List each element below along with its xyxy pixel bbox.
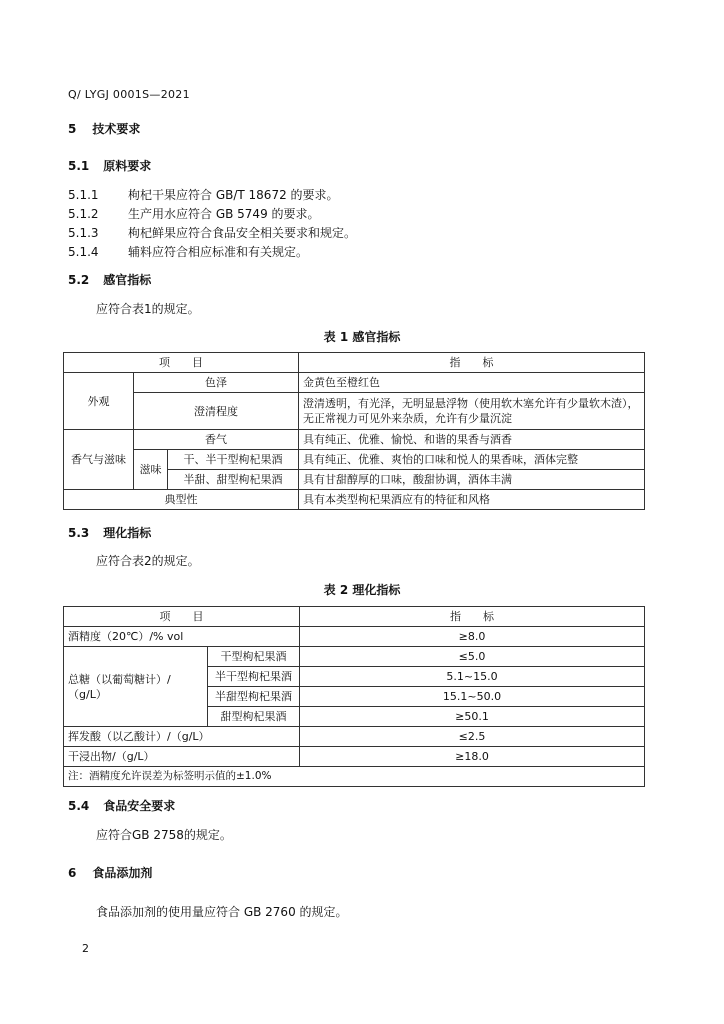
item-label: 澄清程度 xyxy=(134,393,299,430)
item-label: 挥发酸（以乙酸计）/（g/L） xyxy=(64,727,300,747)
table-2-caption: 表 2 理化指标 xyxy=(323,583,401,597)
header-index: 指 标 xyxy=(299,353,645,373)
clause-number: 5.1.4 xyxy=(68,245,99,259)
item-value: 具有纯正、优雅、愉悦、和谐的果香与酒香 xyxy=(299,430,645,450)
item-label: 半甜、甜型枸杞果酒 xyxy=(168,470,299,490)
item-value: 具有纯正、优雅、爽怡的口味和悦人的果香味，酒体完整 xyxy=(299,450,645,470)
wine-type: 半甜型枸杞果酒 xyxy=(208,687,300,707)
table-row xyxy=(64,450,645,470)
table-row xyxy=(64,393,645,430)
table-row xyxy=(64,747,645,767)
item-value: ≥18.0 xyxy=(300,747,645,767)
section-6-heading xyxy=(68,864,152,881)
section-6-text: 食品添加剂的使用量应符合 GB 2760 的规定。 xyxy=(96,905,348,919)
item-label: 典型性 xyxy=(64,490,299,510)
clause-5-1-3 xyxy=(68,224,356,241)
section-title: 原料要求 xyxy=(103,159,152,173)
table-row xyxy=(64,727,645,747)
page-number: 2 xyxy=(82,942,89,955)
table-physicochemical xyxy=(63,606,645,787)
section-title: 感官指标 xyxy=(103,273,152,287)
item-value: 15.1~50.0 xyxy=(300,687,645,707)
item-value: 具有本类型枸杞果酒应有的特征和风格 xyxy=(299,490,645,510)
clause-5-1-1 xyxy=(68,186,339,203)
category-appearance: 外观 xyxy=(64,373,134,430)
section-5-heading xyxy=(68,120,140,137)
section-title: 理化指标 xyxy=(103,526,152,540)
table-row xyxy=(64,373,645,393)
item-label: 色泽 xyxy=(134,373,299,393)
section-5-2-heading xyxy=(68,271,151,288)
header-item: 项 目 xyxy=(64,353,299,373)
item-value: ≥8.0 xyxy=(300,627,645,647)
section-5-2-text: 应符合表1的规定。 xyxy=(96,302,200,316)
table-note-row xyxy=(64,767,645,787)
section-number: 5.3 xyxy=(68,526,90,540)
clause-5-1-4 xyxy=(68,243,308,260)
table-1-caption: 表 1 感官指标 xyxy=(323,330,401,344)
section-5-3-heading xyxy=(68,524,151,541)
clause-text: 枸杞鲜果应符合食品安全相关要求和规定。 xyxy=(128,226,357,240)
table-row xyxy=(64,490,645,510)
item-value: 5.1~15.0 xyxy=(300,667,645,687)
item-label: 干、半干型枸杞果酒 xyxy=(168,450,299,470)
section-5-4-heading xyxy=(68,797,175,814)
wine-type: 甜型枸杞果酒 xyxy=(208,707,300,727)
item-label: 干浸出物/（g/L） xyxy=(64,747,300,767)
clause-text: 辅料应符合相应标准和有关规定。 xyxy=(128,245,309,259)
document-code: Q/ LYGJ 0001S—2021 xyxy=(68,88,190,101)
section-number: 5 xyxy=(68,122,77,136)
section-5-4-text: 应符合GB 2758的规定。 xyxy=(96,828,232,842)
clause-text: 枸杞干果应符合 GB/T 18672 的要求。 xyxy=(128,188,339,202)
section-title: 食品添加剂 xyxy=(92,866,153,880)
header-index: 指 标 xyxy=(300,607,645,627)
item-label: 香气 xyxy=(134,430,299,450)
wine-type: 半干型枸杞果酒 xyxy=(208,667,300,687)
item-value: ≤5.0 xyxy=(300,647,645,667)
section-title: 技术要求 xyxy=(92,122,141,136)
section-5-3-text: 应符合表2的规定。 xyxy=(96,554,200,568)
item-value: 澄清透明，有光泽，无明显悬浮物（使用软木塞允许有少量软木渣），无正常视力可见外来杂质，允许有少量沉淀 xyxy=(299,393,645,430)
item-value: 具有甘甜醇厚的口味，酸甜协调，酒体丰满 xyxy=(299,470,645,490)
table-row xyxy=(64,430,645,450)
section-number: 6 xyxy=(68,866,77,880)
clause-number: 5.1.1 xyxy=(68,188,99,202)
table-sensory xyxy=(63,352,645,510)
item-label: 总糖（以葡萄糖计）/（g/L） xyxy=(64,647,208,727)
item-value: 金黄色至橙红色 xyxy=(299,373,645,393)
clause-number: 5.1.3 xyxy=(68,226,99,240)
section-title: 食品安全要求 xyxy=(103,799,176,813)
item-value: ≤2.5 xyxy=(300,727,645,747)
section-number: 5.2 xyxy=(68,273,90,287)
table-note: 注：酒精度允许误差为标签明示值的±1.0% xyxy=(64,767,645,787)
section-5-1-heading xyxy=(68,157,151,174)
table-header-row xyxy=(64,353,645,373)
item-value: ≥50.1 xyxy=(300,707,645,727)
table-header-row xyxy=(64,607,645,627)
category-aroma-taste: 香气与滋味 xyxy=(64,430,134,490)
item-label: 酒精度（20℃）/% vol xyxy=(64,627,300,647)
clause-5-1-2 xyxy=(68,205,320,222)
subcategory-taste: 滋味 xyxy=(134,450,168,490)
table-row xyxy=(64,647,645,667)
wine-type: 干型枸杞果酒 xyxy=(208,647,300,667)
section-number: 5.1 xyxy=(68,159,90,173)
header-item: 项 目 xyxy=(64,607,300,627)
table-row xyxy=(64,627,645,647)
section-number: 5.4 xyxy=(68,799,90,813)
clause-text: 生产用水应符合 GB 5749 的要求。 xyxy=(128,207,320,221)
clause-number: 5.1.2 xyxy=(68,207,99,221)
